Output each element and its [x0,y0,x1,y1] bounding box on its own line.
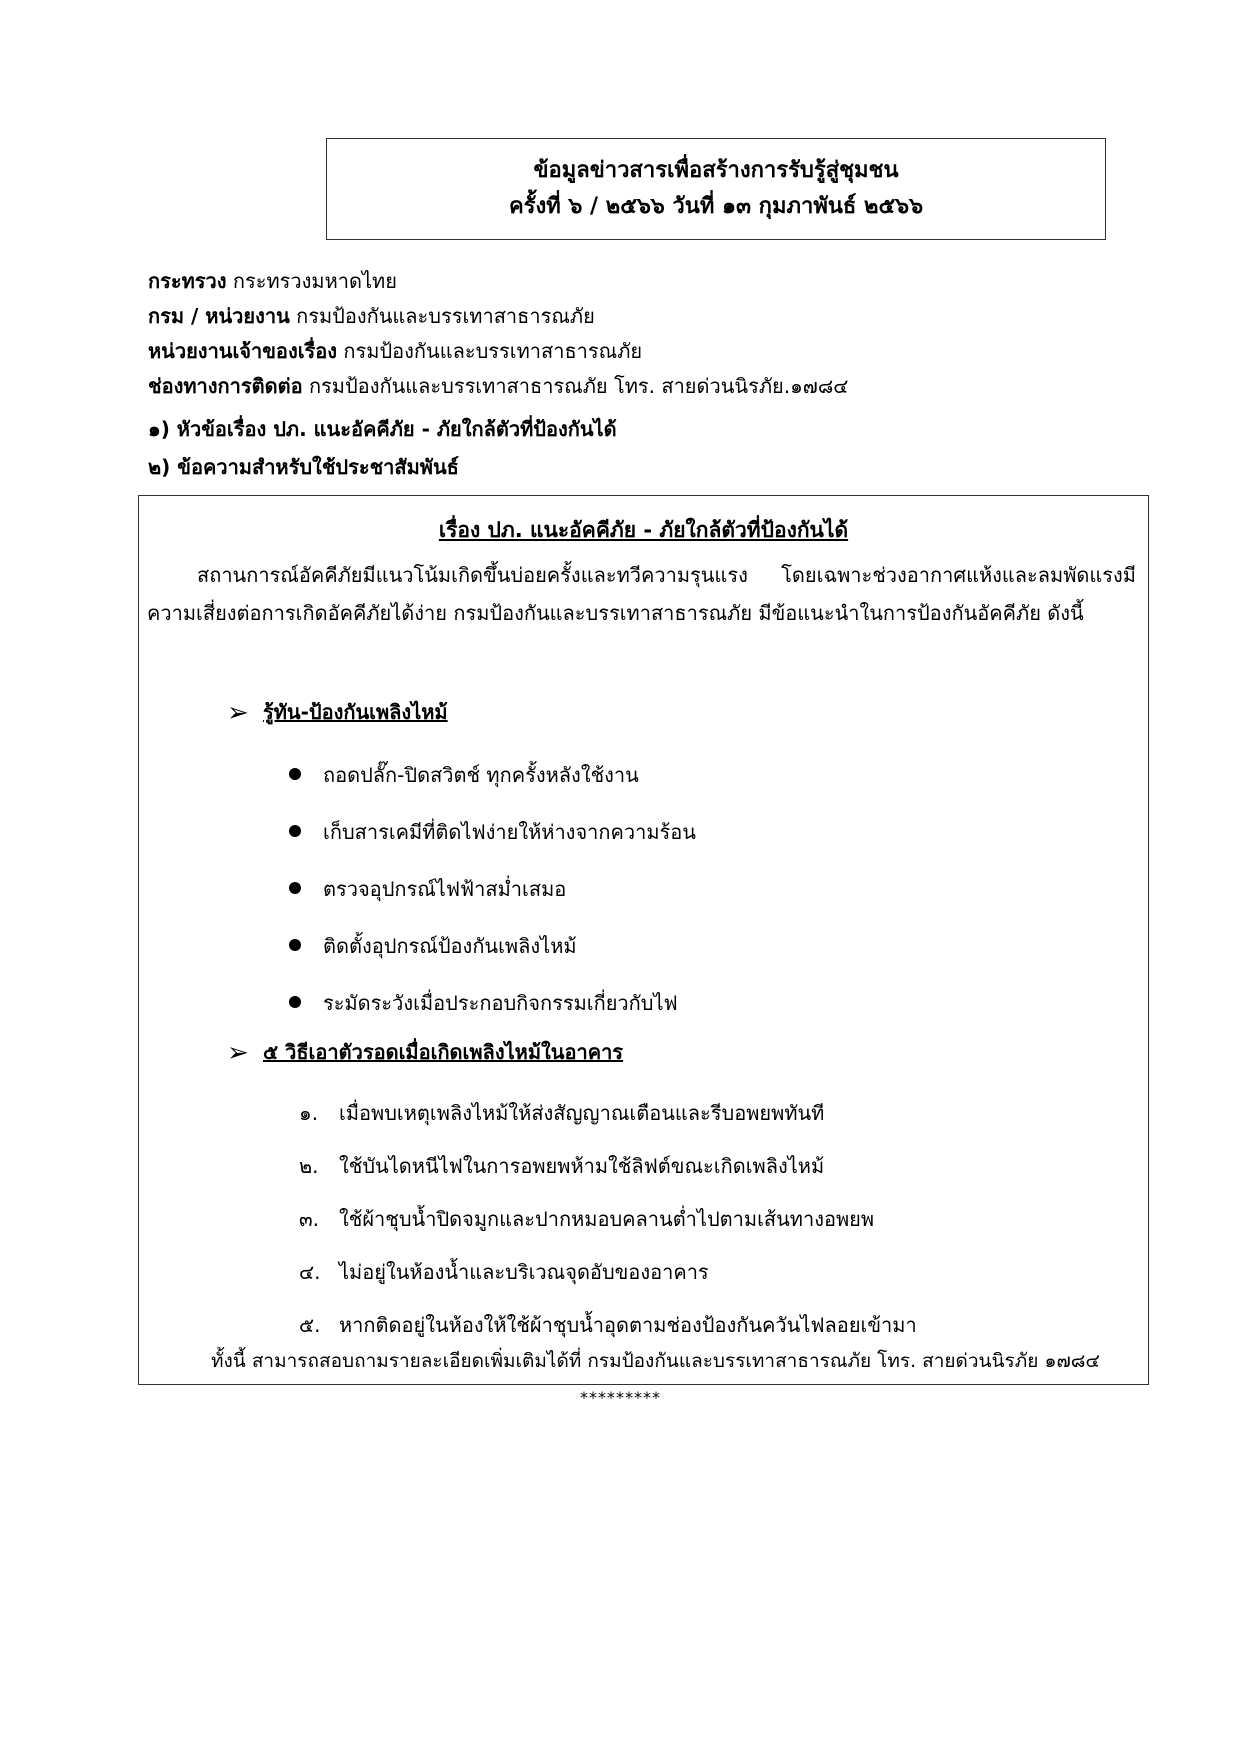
meta-department-label: กรม / หน่วยงาน [148,304,290,328]
meta-department [148,299,1148,334]
list-item [289,929,696,986]
prevention-heading [227,696,448,728]
list-item [299,1202,917,1255]
list-item-text: ถอดปลั๊ก-ปิดสวิตช์ ทุกครั้งหลังใช้งาน [323,763,639,787]
prevention-heading-text: รู้ทัน-ป้องกันเพลิงไหม้ [263,700,448,724]
meta-owner [148,334,1148,369]
meta-owner-value: กรมป้องกันและบรรเทาสาธารณภัย [337,339,643,363]
content-intro: สถานการณ์อัคคีภัยมีแนวโน้มเกิดขึ้นบ่อยครั้งและทวีความรุนแรง โดยเฉพาะช่วงอากาศแห้งและลมพัดแรงมีความเสี่ยงต่อการเกิดอัคคีภัยได้ง่าย กรมป้องกันและบรรเทาสาธารณภัย มีข้อแนะนำในการป้องกันอัคคีภัย ดังนี้ [147,563,1136,625]
meta-contact [148,369,1148,404]
step-number: ๓. [299,1207,320,1231]
list-item-text: ติดตั้งอุปกรณ์ป้องกันเพลิงไหม้ [323,934,577,958]
header-box [326,138,1106,240]
section-topic: ๑) หัวข้อเรื่อง ปภ. แนะอัคคีภัย - ภัยใกล้ตัวที่ป้องกันได้ [148,417,617,441]
survival-heading [227,1036,623,1068]
meta-department-value: กรมป้องกันและบรรเทาสาธารณภัย [289,304,595,328]
step-number: ๔. [299,1260,321,1284]
list-item-text: เก็บสารเคมีที่ติดไฟง่ายให้ห่างจากความร้อน [323,820,696,844]
list-item [299,1096,917,1149]
step-text: หากติดอยู่ในห้องให้ใช้ผ้าชุบน้ำอุดตามช่องป้องกันควันไฟลอยเข้ามา [339,1313,917,1337]
bullet-dot-icon [289,882,301,894]
content-title: เรื่อง ปภ. แนะอัคคีภัย - ภัยใกล้ตัวที่ป้องกันได้ [438,518,849,542]
list-item [289,986,696,1043]
list-item [299,1255,917,1308]
survival-heading-text: ๕ วิธีเอาตัวรอดเมื่อเกิดเพลิงไหม้ในอาคาร [263,1040,624,1064]
step-text: ใช้บันไดหนีไฟในการอพยพห้ามใช้ลิฟต์ขณะเกิดเพลิงไหม้ [339,1154,825,1178]
step-number: ๒. [299,1154,319,1178]
step-number: ๑. [299,1101,319,1125]
meta-owner-label: หน่วยงานเจ้าของเรื่อง [148,339,338,363]
list-item-text: ระมัดระวังเมื่อประกอบกิจกรรมเกี่ยวกับไฟ [323,991,678,1015]
list-item-text: ตรวจอุปกรณ์ไฟฟ้าสม่ำเสมอ [323,877,567,901]
list-item [289,872,696,929]
prevention-list [289,758,696,1043]
step-text: ไม่อยู่ในห้องน้ำและบริเวณจุดอับของอาคาร [339,1260,709,1284]
bullet-dot-icon [289,939,301,951]
section-pr-message: ๒) ข้อความสำหรับใช้ประชาสัมพันธ์ [148,455,459,479]
list-item [299,1149,917,1202]
list-item [289,758,696,815]
step-number: ๕. [299,1313,321,1337]
pr-content-box [138,495,1149,1385]
meta-contact-label: ช่องทางการติดต่อ [148,374,303,398]
bullet-dot-icon [289,996,301,1008]
bullet-dot-icon [289,768,301,780]
step-text: ใช้ผ้าชุบน้ำปิดจมูกและปากหมอบคลานต่ำไปตามเส้นทางอพยพ [339,1207,875,1231]
arrow-bullet-icon: ➢ [227,1038,249,1068]
step-text: เมื่อพบเหตุเพลิงไหม้ให้ส่งสัญญาณเตือนและรีบอพยพทันที [339,1101,825,1125]
arrow-bullet-icon: ➢ [227,698,249,728]
meta-ministry-label: กระทรวง [148,269,227,293]
document-meta [148,264,1148,486]
header-issue-date: ครั้งที่ ๖ / ๒๕๖๖ วันที่ ๑๓ กุมภาพันธ์ ๒๕๖๖ [508,194,924,219]
list-item [289,815,696,872]
meta-ministry [148,264,1148,299]
meta-ministry-value: กระทรวงมหาดไทย [226,269,397,293]
survival-steps-list [299,1096,917,1361]
meta-contact-value: กรมป้องกันและบรรเทาสาธารณภัย โทร. สายด่วนนิรภัย.๑๗๘๔ [302,374,849,398]
header-title: ข้อมูลข่าวสารเพื่อสร้างการรับรู้สู่ชุมชน [533,158,899,183]
bullet-dot-icon [289,825,301,837]
contact-footer-note: ทั้งนี้ สามารถสอบถามรายละเอียดเพิ่มเติมได้ที่ กรมป้องกันและบรรเทาสาธารณภัย โทร. สายด่วนนิรภัย ๑๗๘๔ [211,1350,1100,1372]
end-marker: ********* [580,1388,661,1407]
